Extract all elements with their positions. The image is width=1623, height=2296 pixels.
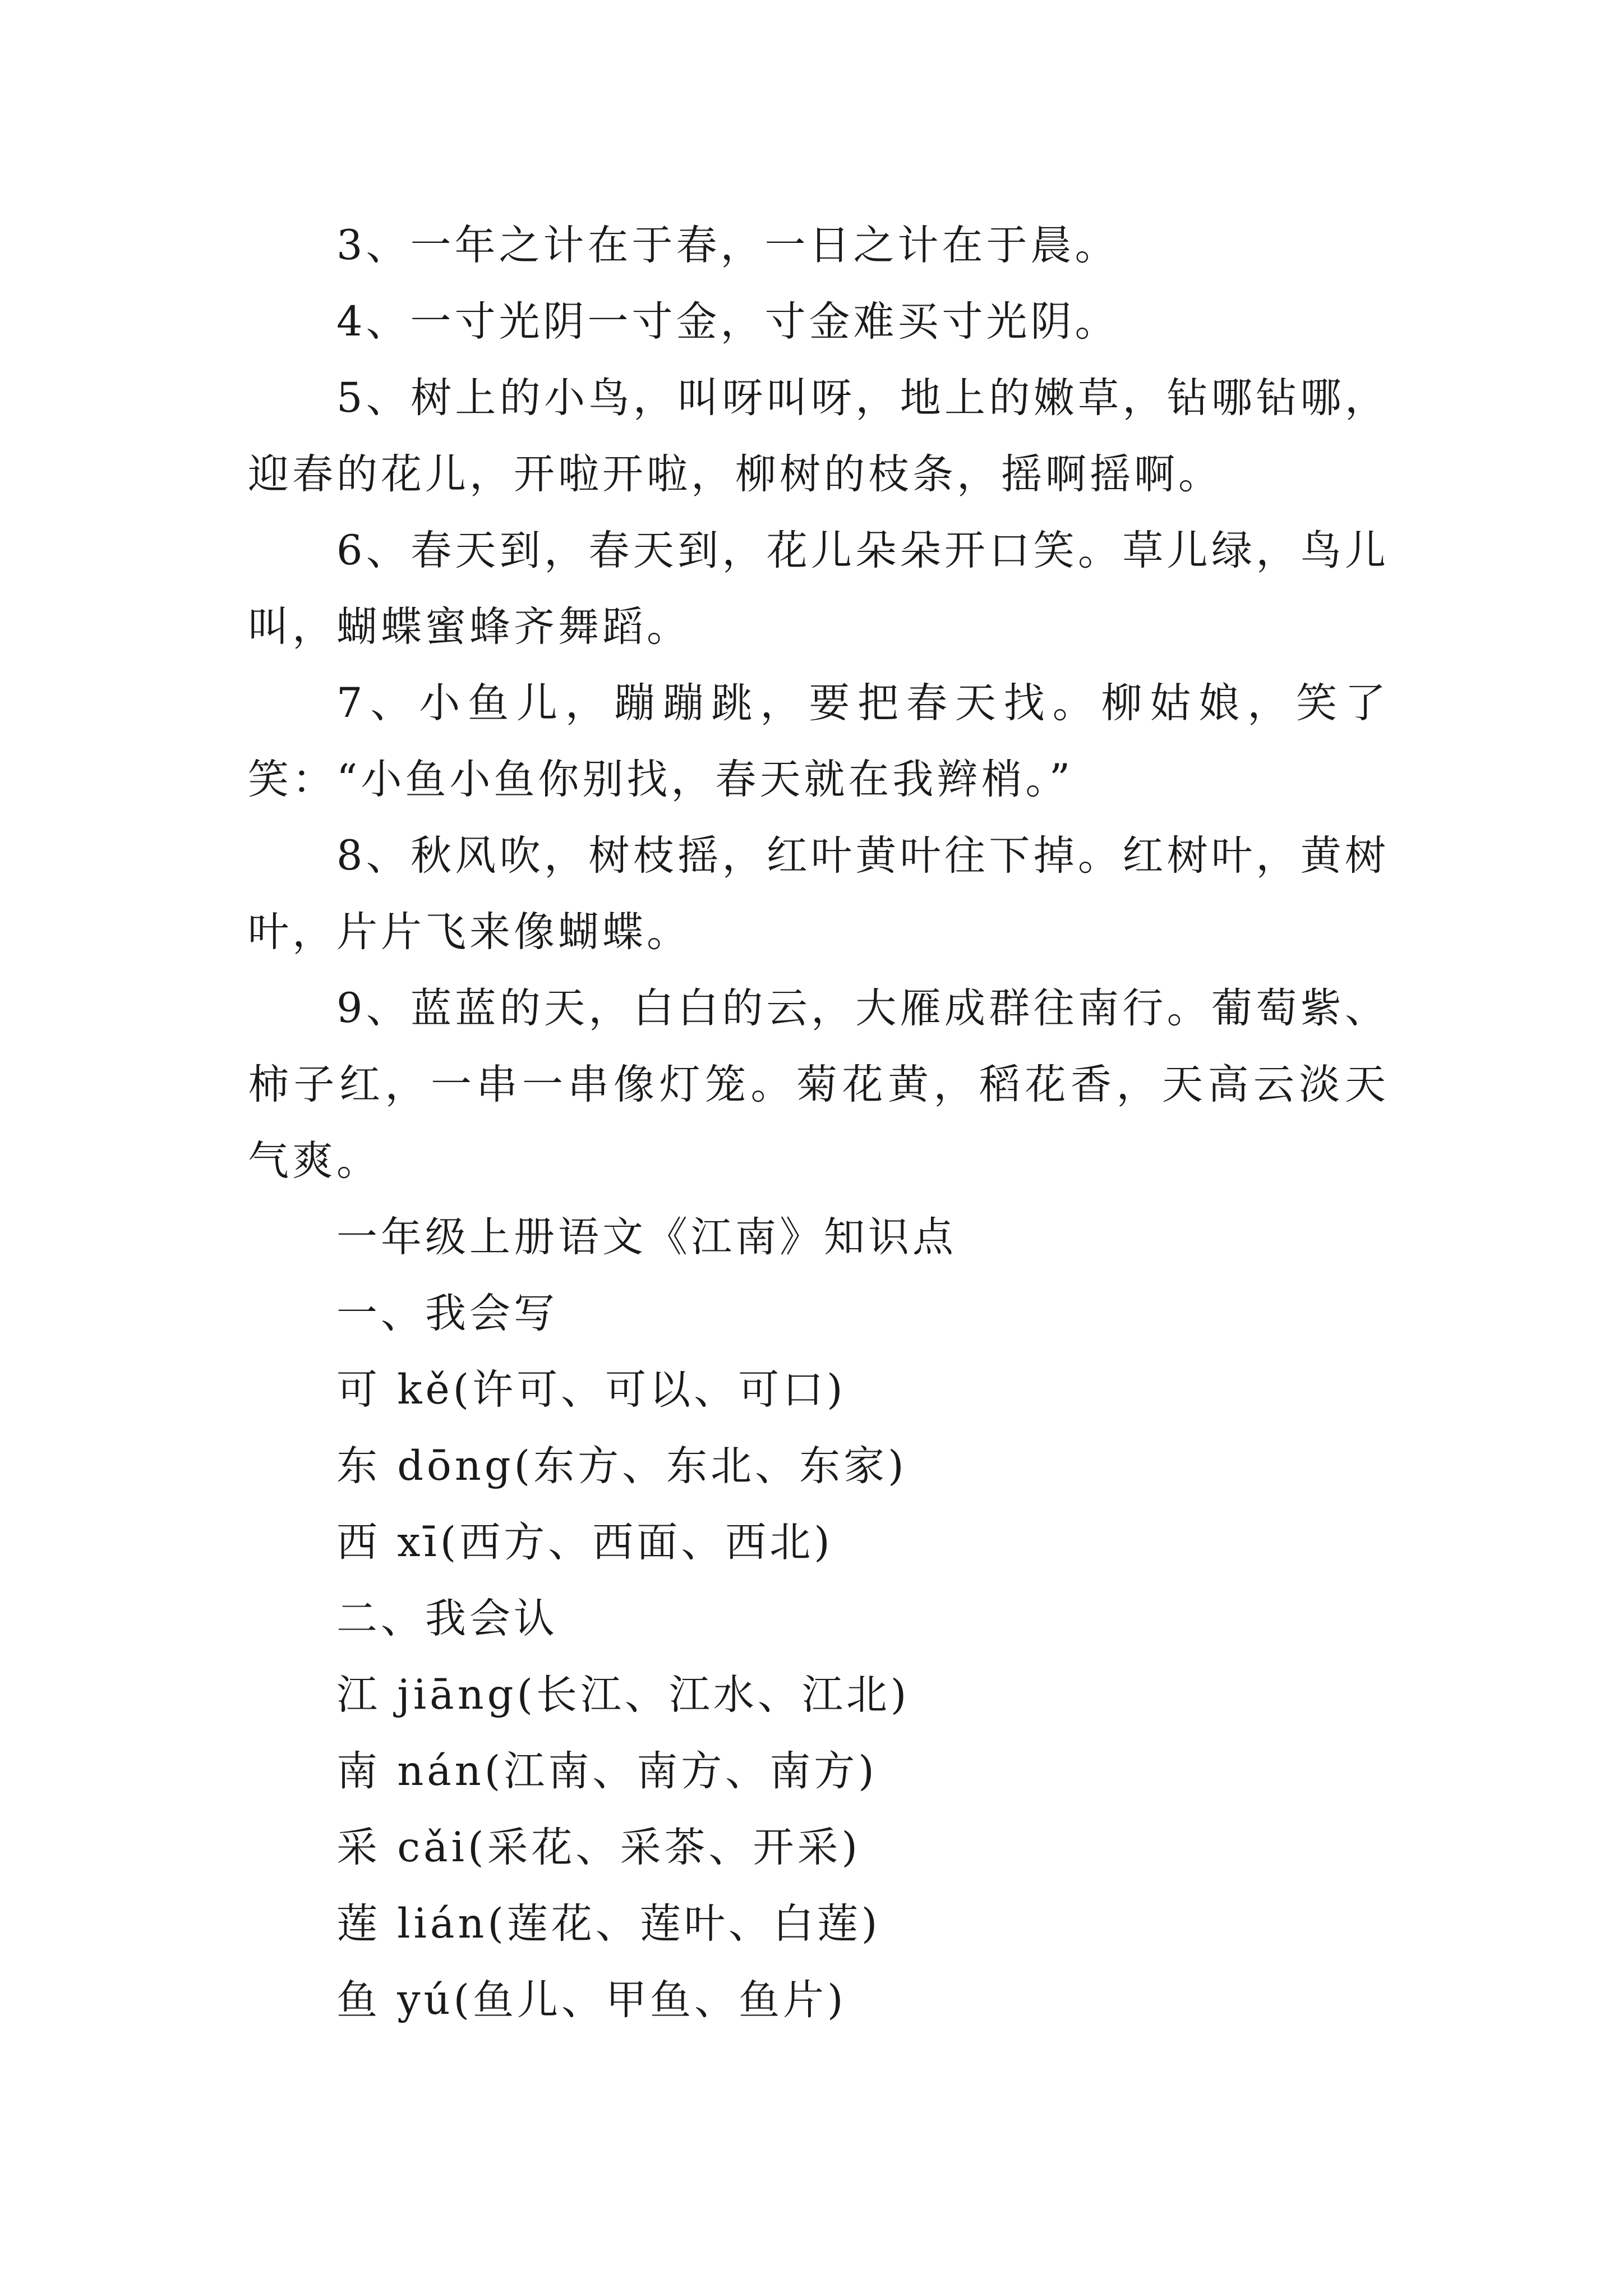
recognize-item: 江 jiāng(长江、江水、江北): [336, 1671, 910, 1719]
paragraph-7: 7、小鱼儿，蹦蹦跳，要把春天找。柳姑娘，笑了笑：“小鱼小鱼你别找，春天就在我辫梢。”: [248, 679, 1389, 803]
paragraph-3: 3、一年之计在于春，一日之计在于晨。: [336, 222, 1119, 269]
recognize-heading: 二、我会认: [336, 1595, 558, 1642]
paragraph-6: 6、春天到，春天到，花儿朵朵开口笑。草儿绿，鸟儿叫，蝴蝶蜜蜂齐舞蹈。: [248, 527, 1389, 651]
write-item: 东 dōng(东方、东北、东家): [336, 1442, 907, 1490]
recognize-item: 采 cǎi(采花、采茶、开采): [336, 1824, 861, 1871]
recognize-item: 南 nán(江南、南方、南方): [336, 1747, 878, 1795]
write-item: 西 xī(西方、西面、西北): [336, 1519, 833, 1566]
recognize-item: 鱼 yú(鱼儿、甲鱼、鱼片): [336, 1976, 847, 2024]
paragraph-4: 4、一寸光阴一寸金，寸金难买寸光阴。: [336, 298, 1119, 346]
paragraph-9: 9、蓝蓝的天，白白的云，大雁成群往南行。葡萄紫、柿子红，一串一串像灯笼。菊花黄，稻花香，天高云淡天气爽。: [248, 984, 1389, 1185]
paragraph-5: 5、树上的小鸟，叫呀叫呀，地上的嫩草，钻哪钻哪，迎春的花儿，开啦开啦，柳树的枝条，摇啊摇啊。: [248, 374, 1389, 498]
paragraph-8: 8、秋风吹，树枝摇，红叶黄叶往下掉。红树叶，黄树叶，片片飞来像蝴蝶。: [248, 832, 1389, 956]
write-item: 可 kě(许可、可以、可口): [336, 1366, 846, 1414]
recognize-item: 莲 lián(莲花、莲叶、白莲): [336, 1900, 881, 1948]
document-body: [248, 208, 1389, 2039]
lesson-title: 一年级上册语文《江南》知识点: [336, 1213, 957, 1261]
write-heading: 一、我会写: [336, 1290, 558, 1337]
